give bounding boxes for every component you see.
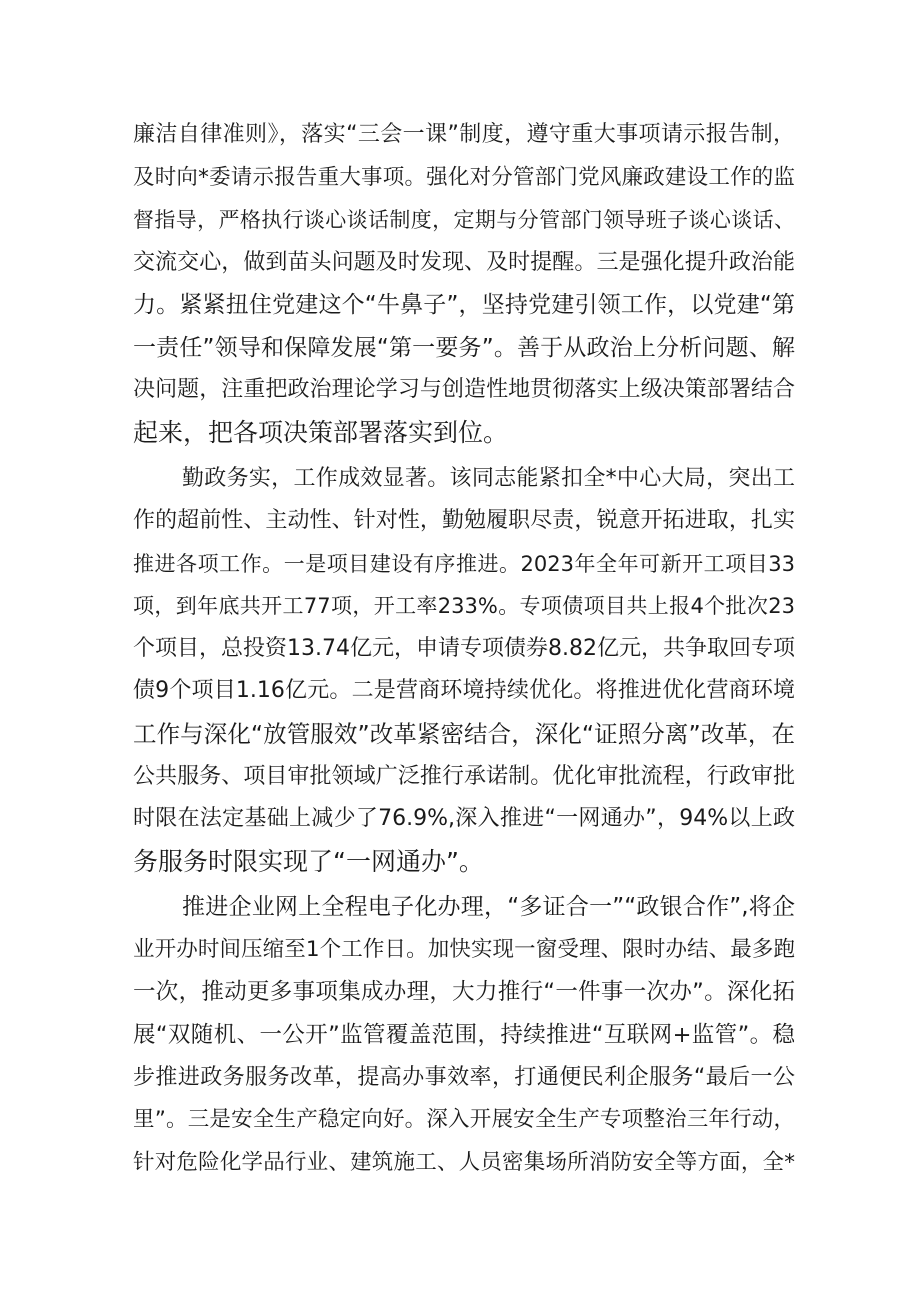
text-line: 里”。三是安全生产稳定向好。深入开展安全生产专项整治三年行动， xyxy=(133,1107,795,1132)
paragraph-first-line: 推进企业网上全程电子化办理，“多证合一”“政银合作”,将企 xyxy=(182,894,795,920)
text-line: 展“双随机、一公开”监管覆盖范围，持续推进“互联网+监管”。稳 xyxy=(133,1022,795,1048)
text-line: 力。紧紧扭住党建这个“牛鼻子”，坚持党建引领工作，以党建“第 xyxy=(133,292,795,318)
text-line: 交流交心，做到苗头问题及时发现、及时提醒。三是强化提升政治能 xyxy=(133,250,795,275)
text-line: 步推进政务服务改革，提高办事效率，打通便民利企服务“最后一公 xyxy=(133,1065,795,1090)
text-line: 工作与深化“放管服效”改革紧密结合，深化“证照分离”改革，在 xyxy=(133,720,795,748)
text-line: 业开办时间压缩至1个工作日。加快实现一窗受理、限时办结、最多跑 xyxy=(133,937,795,962)
text-line: 一次，推动更多事项集成办理，大力推行“一件事一次办”。深化拓 xyxy=(133,979,795,1005)
text-line: 起来，把各项决策部署落实到位。 xyxy=(133,418,509,447)
text-line: 决问题，注重把政治理论学习与创造性地贯彻落实上级决策部署结合 xyxy=(133,377,795,402)
text-line: 个项目，总投资13.74亿元，申请专项债券8.82亿元，共争取回专项 xyxy=(133,636,795,661)
text-line: 债9个项目1.16亿元。二是营商环境持续优化。将推进优化营商环境 xyxy=(133,678,795,703)
text-line: 务服务时限实现了“一网通办”。 xyxy=(133,847,484,876)
text-line: 及时向*委请示报告重大事项。强化对分管部门党风廉政建设工作的监 xyxy=(133,165,795,190)
text-line: 针对危险化学品行业、建筑施工、人员密集场所消防安全等方面，全* xyxy=(133,1150,795,1175)
text-line: 时限在法定基础上减少了76.9%,深入推进“一网通办”，94%以上政 xyxy=(133,806,795,831)
text-line: 作的超前性、主动性、针对性，勤勉履职尽责，锐意开拓进取，扎实 xyxy=(133,508,795,533)
text-line: 项，到年底共开工77项，开工率233%。专项债项目共上报4个批次23 xyxy=(133,594,795,618)
text-line: 一责任”领导和保障发展“第一要务”。善于从政治上分析问题、解 xyxy=(133,335,795,361)
text-line: 廉洁自律准则》，落实“三会一课”制度，遵守重大事项请示报告制， xyxy=(133,122,795,147)
paragraph-first-line: 勤政务实，工作成效显著。该同志能紧扣全*中心大局，突出工 xyxy=(182,466,795,491)
text-line: 督指导，严格执行谈心谈话制度，定期与分管部门领导班子谈心谈话、 xyxy=(133,208,795,232)
text-line: 推进各项工作。一是项目建设有序推进。2023年全年可新开工项目33 xyxy=(133,552,795,576)
text-line: 公共服务、项目审批领域广泛推行承诺制。优化审批流程，行政审批 xyxy=(133,764,795,789)
